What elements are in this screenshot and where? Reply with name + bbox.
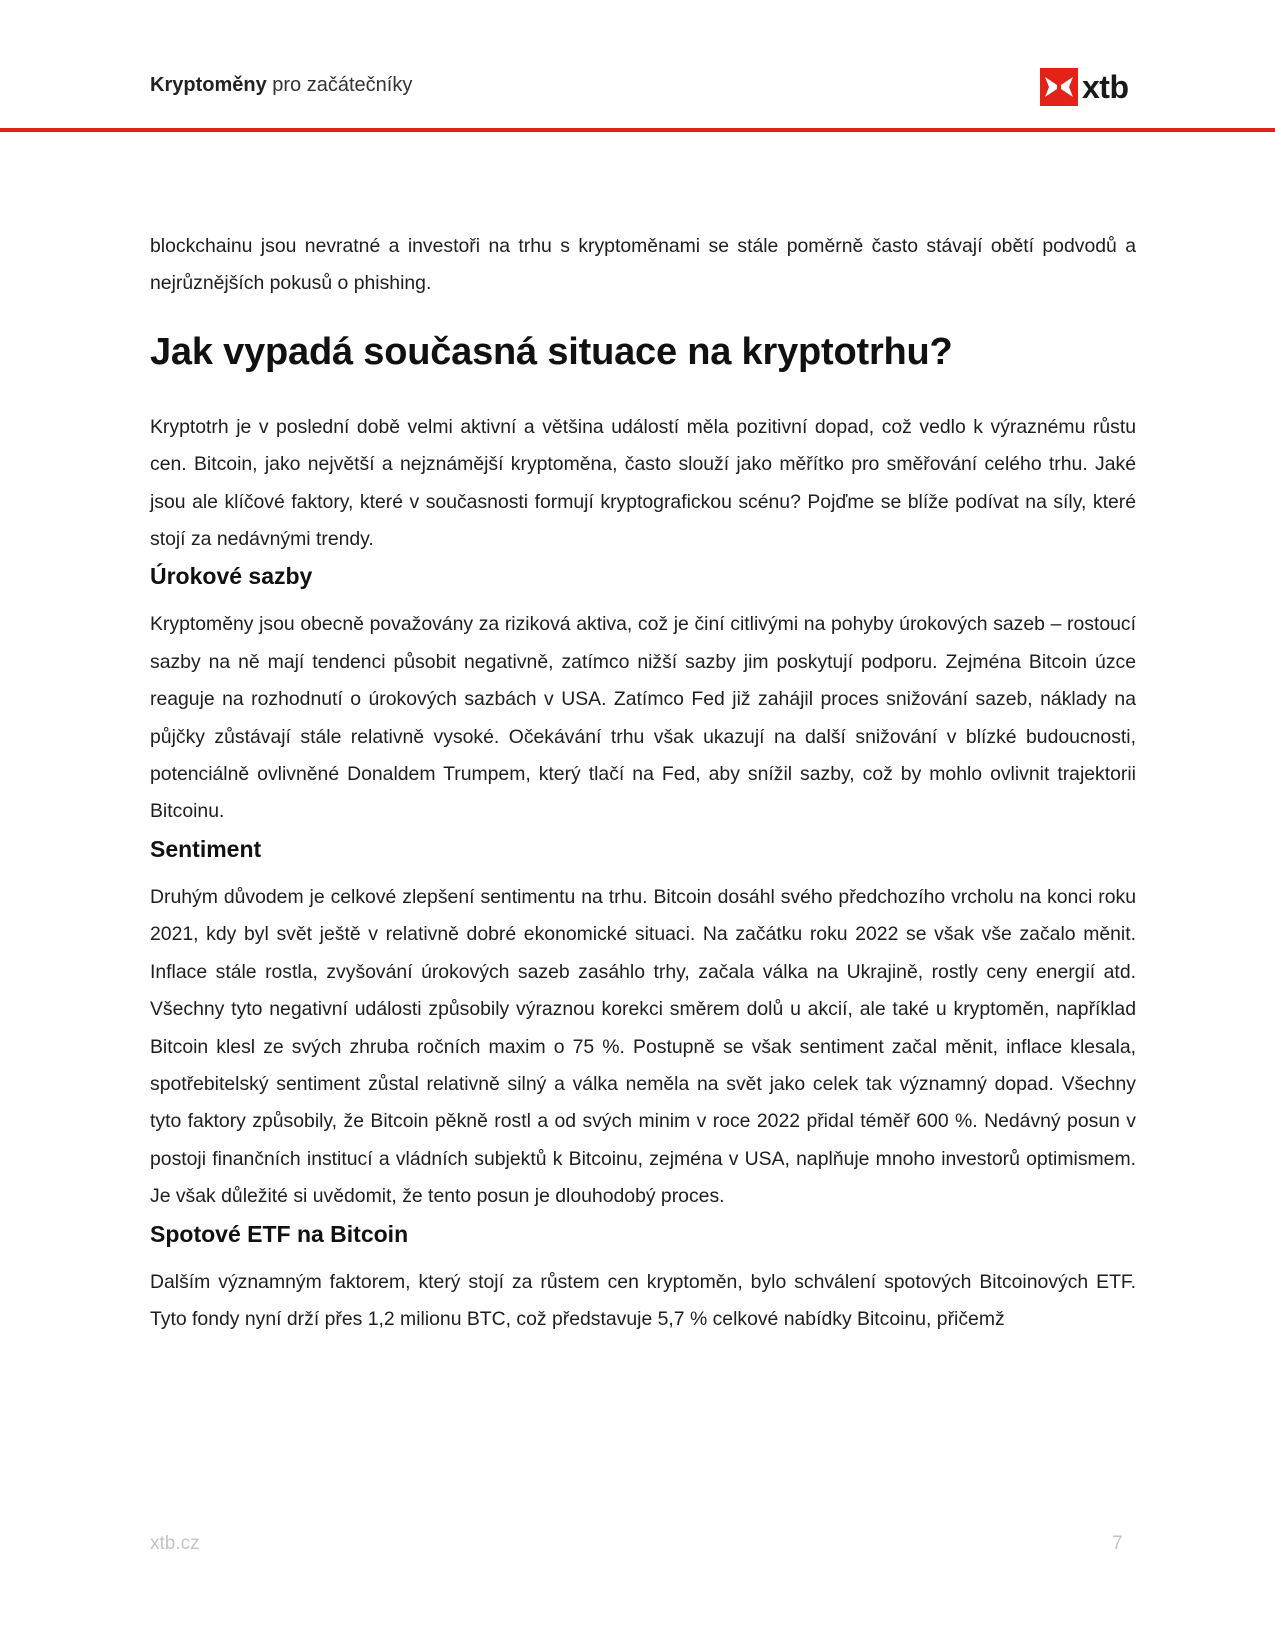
section-sentiment: [150, 831, 1136, 1216]
main-heading: Jak vypadá současná situace na kryptotrhu?: [150, 330, 953, 373]
footer-site-link[interactable]: xtb.cz: [150, 1533, 200, 1554]
page-header: [0, 0, 1275, 132]
page-content: [150, 228, 1136, 1338]
main-paragraph: Kryptotrh je v poslední době velmi aktivní a většina událostí měla pozitivní dopad, což vedlo k výraznému růstu cen. Bitcoin, jako největší a nejznámější kryptoměna, často slouží jako měřítko pro směřování celého trhu. Jaké jsou ale klíčové faktory, které v současnosti formují kryptografickou scénu? Pojďme se blíže podívat na síly, které stojí za nedávnými trendy.: [150, 415, 1136, 551]
section-heading: Spotové ETF na Bitcoin: [150, 1220, 409, 1247]
xtb-logo-mark-icon: [1040, 68, 1078, 106]
section-heading: Úrokové sazby: [150, 563, 313, 590]
document-title: [150, 74, 412, 97]
page-number: 7: [1112, 1533, 1123, 1554]
section-interest-rates: [150, 558, 1136, 830]
section-paragraph: Druhým důvodem je celkové zlepšení sentimentu na trhu. Bitcoin dosáhl svého předchozího vrcholu na konci roku 2021, kdy byl svět ještě v relativně dobré ekonomické situaci. Na začátku roku 2022 se však vše začalo měnit. Inflace stále rostla, zvyšování úrokových sazeb zasáhlo trhy, začala válka na Ukrajině, rostly ceny energií atd. Všechny tyto negativní události způsobily výraznou korekci směrem dolů u akcií, ale také u kryptoměn, například Bitcoin klesl ze svých zhruba ročních maxim o 75 %. Postupně se však sentiment začal měnit, inflace klesala, spotřebitelský sentiment zůstal relativně silný a válka neměla na svět jako celek tak významný dopad. Všechny tyto faktory způsobily, že Bitcoin pěkně rostl a od svých minim v roce 2022 přidal téměř 600 %. Nedávný posun v postoji finančních institucí a vládních subjektů k Bitcoinu, zejména v USA, naplňuje mnoho investorů optimismem. Je však důležité si uvědomit, že tento posun je dlouhodobý proces.: [150, 885, 1136, 1208]
xtb-logo: [1040, 68, 1129, 106]
section-paragraph: Dalším významným faktorem, který stojí za růstem cen kryptoměn, bylo schválení spotových Bitcoinových ETF. Tyto fondy nyní drží přes 1,2 milionu BTC, což představuje 5,7 % celkové nabídky Bitcoinu, přičemž: [150, 1270, 1136, 1330]
section-spot-etf: [150, 1216, 1136, 1339]
xtb-logo-text: xtb: [1082, 69, 1129, 105]
section-heading: Sentiment: [150, 835, 262, 862]
document-title-rest: pro začátečníky: [266, 74, 413, 96]
document-title-strong: Kryptoměny: [150, 74, 267, 96]
section-paragraph: Kryptoměny jsou obecně považovány za riziková aktiva, což je činí citlivými na pohyby úrokových sazeb – rostoucí sazby na ně mají tendenci působit negativně, zatímco nižší sazby jim poskytují podporu. Zejména Bitcoin úzce reaguje na rozhodnutí o úrokových sazbách v USA. Zatímco Fed již zahájil proces snižování sazeb, náklady na půjčky zůstávají stále relativně vysoké. Očekávání trhu však ukazují na další snižování v blízké budoucnosti, potenciálně ovlivněné Donaldem Trumpem, který tlačí na Fed, aby snížil sazby, což by mohlo ovlivnit trajektorii Bitcoinu.: [150, 613, 1136, 823]
intro-paragraph: blockchainu jsou nevratné a investoři na trhu s kryptoměnami se stále poměrně často stávají obětí podvodů a nejrůznějších pokusů o phishing.: [150, 235, 1136, 295]
